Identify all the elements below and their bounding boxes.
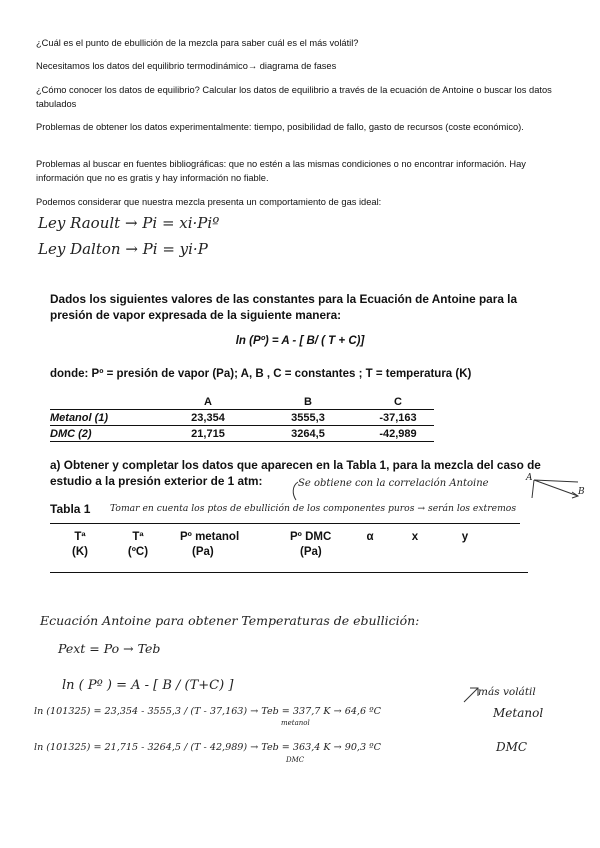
note-metanol: Metanol <box>493 706 544 720</box>
annotation-tomar: Tomar en cuenta los ptos de ebullición de los componentes puros → serán los extremos <box>110 503 517 514</box>
tabla1-header-pmetanol-unit: (Pa) <box>192 546 214 558</box>
arrow-icon <box>460 684 482 706</box>
tabla1-header-y: y <box>461 531 469 543</box>
note-phase-diagram: Necesitamos los datos del equilibrio termodinámico→ diagrama de fases <box>36 61 337 71</box>
tabla1-header-tk-unit: (K) <box>72 546 88 558</box>
row-name: Metanol (1) <box>50 412 109 424</box>
question-a: a) Obtener y completar los datos que aparecen en la Tabla 1, para la mezcla del caso de estudio a la presión exterior de 1 atm: <box>50 458 541 488</box>
cell-value: 21,715 <box>191 428 225 440</box>
note-equilibrium-data: ¿Cómo conocer los datos de equilibrio? Calcular los datos de equilibrio a través de la ecuación de Antoine o buscar los datos tabulados <box>36 85 552 109</box>
tabla1-header-pdmc: Pº DMC <box>290 531 332 543</box>
problem-intro: Dados los siguientes valores de las constantes para la Ecuación de Antoine para la presión de vapor expresada de la siguiente manera: <box>50 292 518 322</box>
work-heading: Ecuación Antoine para obtener Temperaturas de ebullición: <box>40 613 420 628</box>
cell-value: -37,163 <box>379 412 417 424</box>
question-boiling-point: ¿Cuál es el punto de ebullición de la mezcla para saber cuál es el más volátil? <box>36 38 359 48</box>
note-bibliographic-problems: Problemas al buscar en fuentes bibliográficas: que no estén a las mismas condiciones o no encontrar información. Hay información que no es gratis y hay información no fiable. <box>36 159 526 183</box>
problem-where: donde: Pº = presión de vapor (Pa); A, B , C = constantes ; T = temperatura (K) <box>50 368 472 380</box>
annotation-se-obtiene: Se obtiene con la correlación Antoine <box>298 478 489 489</box>
work-sub-dmc: DMC <box>286 756 305 764</box>
work-line-dmc: ln (101325) = 21,715 - 3264,5 / (T - 42,989) → Teb = 363,4 K → 90,3 ºC <box>34 742 381 753</box>
work-line-pext: Pext = Po → Teb <box>58 641 161 656</box>
table-rule <box>50 441 434 442</box>
tabla1-header-alpha: α <box>366 531 374 543</box>
col-header-c: C <box>394 396 402 408</box>
law-dalton: Ley Dalton → Pi = yi·P <box>38 240 208 258</box>
note-ideal-gas: Podemos considerar que nuestra mezcla presenta un comportamiento de gas ideal: <box>36 197 382 207</box>
cell-value: 23,354 <box>191 412 225 424</box>
tabla1-header-tk: Tª <box>74 531 86 543</box>
tabla1-bottom-rule <box>50 572 528 573</box>
work-sub-metanol: metanol <box>281 719 310 727</box>
tabla1-top-rule <box>50 523 520 524</box>
row-name: DMC (2) <box>50 428 92 440</box>
tabla1-header-tc-unit: (ºC) <box>127 546 149 558</box>
tabla1-header-pmetanol: Pº metanol <box>180 531 240 543</box>
tabla1-title: Tabla 1 <box>50 502 91 516</box>
note-experimental-problems: Problemas de obtener los datos experimentalmente: tiempo, posibilidad de fallo, gasto de recursos (coste económico). <box>36 122 524 132</box>
col-header-b: B <box>304 396 312 408</box>
tabla1-header-pdmc-unit: (Pa) <box>300 546 322 558</box>
tabla1-header-x: x <box>411 531 419 543</box>
cell-value: 3555,3 <box>291 412 325 424</box>
law-raoult: Ley Raoult → Pi = xi·Piº <box>38 214 220 232</box>
work-line-metanol: ln (101325) = 23,354 - 3555,3 / (T - 37,163) → Teb = 337,7 K → 64,6 ºC <box>34 706 381 717</box>
antoine-equation: ln (Pº) = A - [ B/ ( T + C)] <box>235 335 365 347</box>
work-line-antoine: ln ( Pº ) = A - [ B / (T+C) ] <box>62 678 234 693</box>
table-rule <box>50 409 434 410</box>
diagram-label-a: A <box>526 473 533 483</box>
arrow-icon <box>288 480 302 502</box>
note-dmc: DMC <box>496 740 528 754</box>
table-rule <box>50 425 434 426</box>
cell-value: -42,989 <box>379 428 417 440</box>
col-header-a: A <box>204 396 212 408</box>
cell-value: 3264,5 <box>291 428 325 440</box>
note-mas-volatil: más volátil <box>478 686 536 698</box>
tabla1-header-tc: Tª <box>132 531 144 543</box>
diagram-label-b: B <box>578 487 585 497</box>
